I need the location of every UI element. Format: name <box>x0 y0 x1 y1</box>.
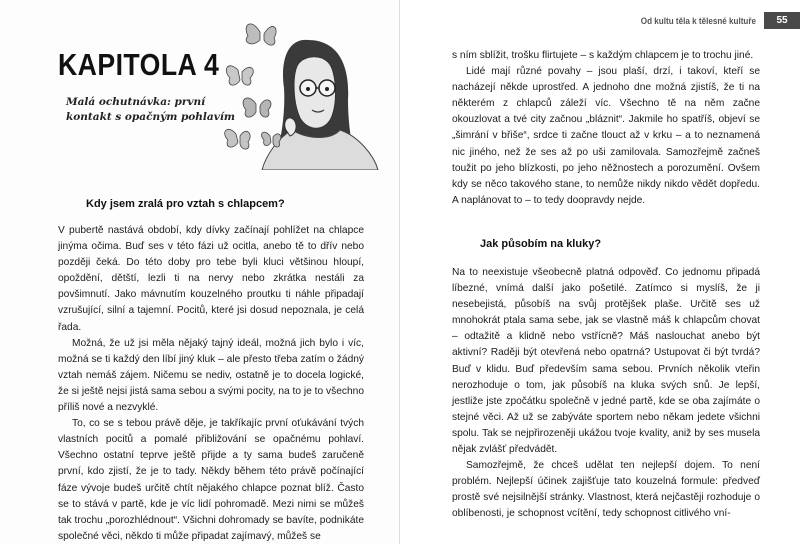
running-header: Od kultu těla k tělesné kultuře <box>640 16 756 26</box>
right-page <box>400 0 800 544</box>
right-body-text-top <box>452 48 760 209</box>
chapter-title: KAPITOLA 4 <box>58 47 220 82</box>
paragraph: s ním sblížit, trošku flirtujete – s každým chlapcem je to trochu jiné. <box>452 50 754 61</box>
paragraph: To, co se s tebou právě děje, je takříkajíc první oťukávání tvých vlastních pocitů a pomalé přibližování se opačnému pohlaví. Všechno ostatní teprve ještě přijde a ty sama budeš zaručeně první, kdo zjistí, že je to tady. Někdy během této právě počínající fáze vývoje budeš určitě chtít nějakého chlapce poznat blíž. Často se to stává v partě, kde je víc lidí pohromadě. Mezi nimi se můžeš tak trochu „porozhlédnout“. Všichni dohromady se bavíte, podnikáte společné věci, někdo ti může připadat zajímavý, můžeš se <box>58 418 364 542</box>
left-page <box>0 0 400 544</box>
paragraph: V pubertě nastává období, kdy dívky začínají pohlížet na chlapce jinýma očima. Buď ses v této fázi už ocitla, anebo tě to dřív nebo později čeká. Do této doby pro tebe byli kluci většinou hloupí, opoždění, dětští, lezli ti na nervy nebo zkrátka nestáli za povšimnutí. Jako mávnutím kouzelného proutku ti náhle připadají vzrušující, silní a tajemní. Pocitů, které jsi dosud nepoznala, je celá řada. <box>58 225 364 333</box>
section-heading-left: Kdy jsem zralá pro vztah s chlapcem? <box>86 198 285 210</box>
right-body-text-bottom <box>452 265 760 523</box>
paragraph: Lidé mají různé povahy – jsou plaší, drzí, i takoví, kteří se nacházejí někde uprostřed. A jednoho dne možná zjistíš, že ti na některém z chlapců záleží víc. Všechno tě na něm začne okouzlovat a tvé city začnou „bláznit“. Jakmile ho spatříš, objeví se „šimrání v břiše“, srdce ti začne tlouct až v krku – a to neznamená nic jiného, než že ses až po uši zamilovala. Samozřejmě začneš toužit po jeho blízkosti, po jeho něžnostech a porozumění. Ovšem kdy se něco takového stane, to nemůže nikdy nikdo vědět dopředu. A naplánovat to – to tedy doopravdy nejde. <box>452 66 760 206</box>
butterfly-icon <box>262 132 281 147</box>
section-heading-right: Jak působím na kluky? <box>480 238 602 250</box>
paragraph: Na to neexistuje všeobecně platná odpověď. Co jednomu připadá líbezné, vnímá další jako pošetilé. Zatímco si myslíš, že ji nesebejistá, působíš na svůj protějšek plaše. Určitě ses už mnohokrát ptala sama sebe, jak se vlastně máš k chlapcům chovat – odtažitě a klidně nebo vstřícně? Máš naslouchat anebo být aktivní? Raději být otevřená nebo opatrná? Ustupovat či být tvrdá? Buď v klidu. Buď především sama sebou. Prvních několik vteřin nerozhoduje o tom, jak působíš na kluka svých snů. Je lepší, jestliže jste zpočátku společně v jedné partě, kde se oba zajímáte o stejné věci. Až už se zabýváte sportem nebo někam jedete všichni spolu. Tak se nejpřirozeněji ukážou tvoje kvality, aniž by ses musela nějak zvlášť předvádět. <box>452 267 760 456</box>
page-number: 55 <box>764 12 800 29</box>
butterfly-icon <box>246 24 276 45</box>
butterfly-icon <box>243 98 271 117</box>
girl-with-butterflies-illustration <box>208 10 400 170</box>
paragraph: Možná, že už jsi měla nějaký tajný ideál, možná jich bylo i víc, možná se ti každý den líbí jiný kluk – ale přesto třeba zatím o žádný vztah nemáš zájem. Ničemu se nediv, ostatně je to docela logické, že si ještě nejsi jistá sama sebou a svými pocity, na to je to všechno příliš nové a nezvyklé. <box>58 337 364 414</box>
butterfly-icon <box>226 66 253 85</box>
chapter-subtitle: Malá ochutnávka: první kontakt s opačným pohlavím <box>66 96 235 123</box>
left-body-text <box>58 223 364 545</box>
butterfly-icon <box>225 129 250 149</box>
paragraph: Samozřejmě, že chceš udělat ten nejlepší dojem. To není problém. Nejlepší účinek zajišťuje tato kouzelná formule: předveď prostě své nejsilnější stránky. Vlastnost, která nejčastěji rozhoduje o oblíbenosti, je schopnost vcítění, tedy schopnost citlivého vní- <box>452 460 760 520</box>
